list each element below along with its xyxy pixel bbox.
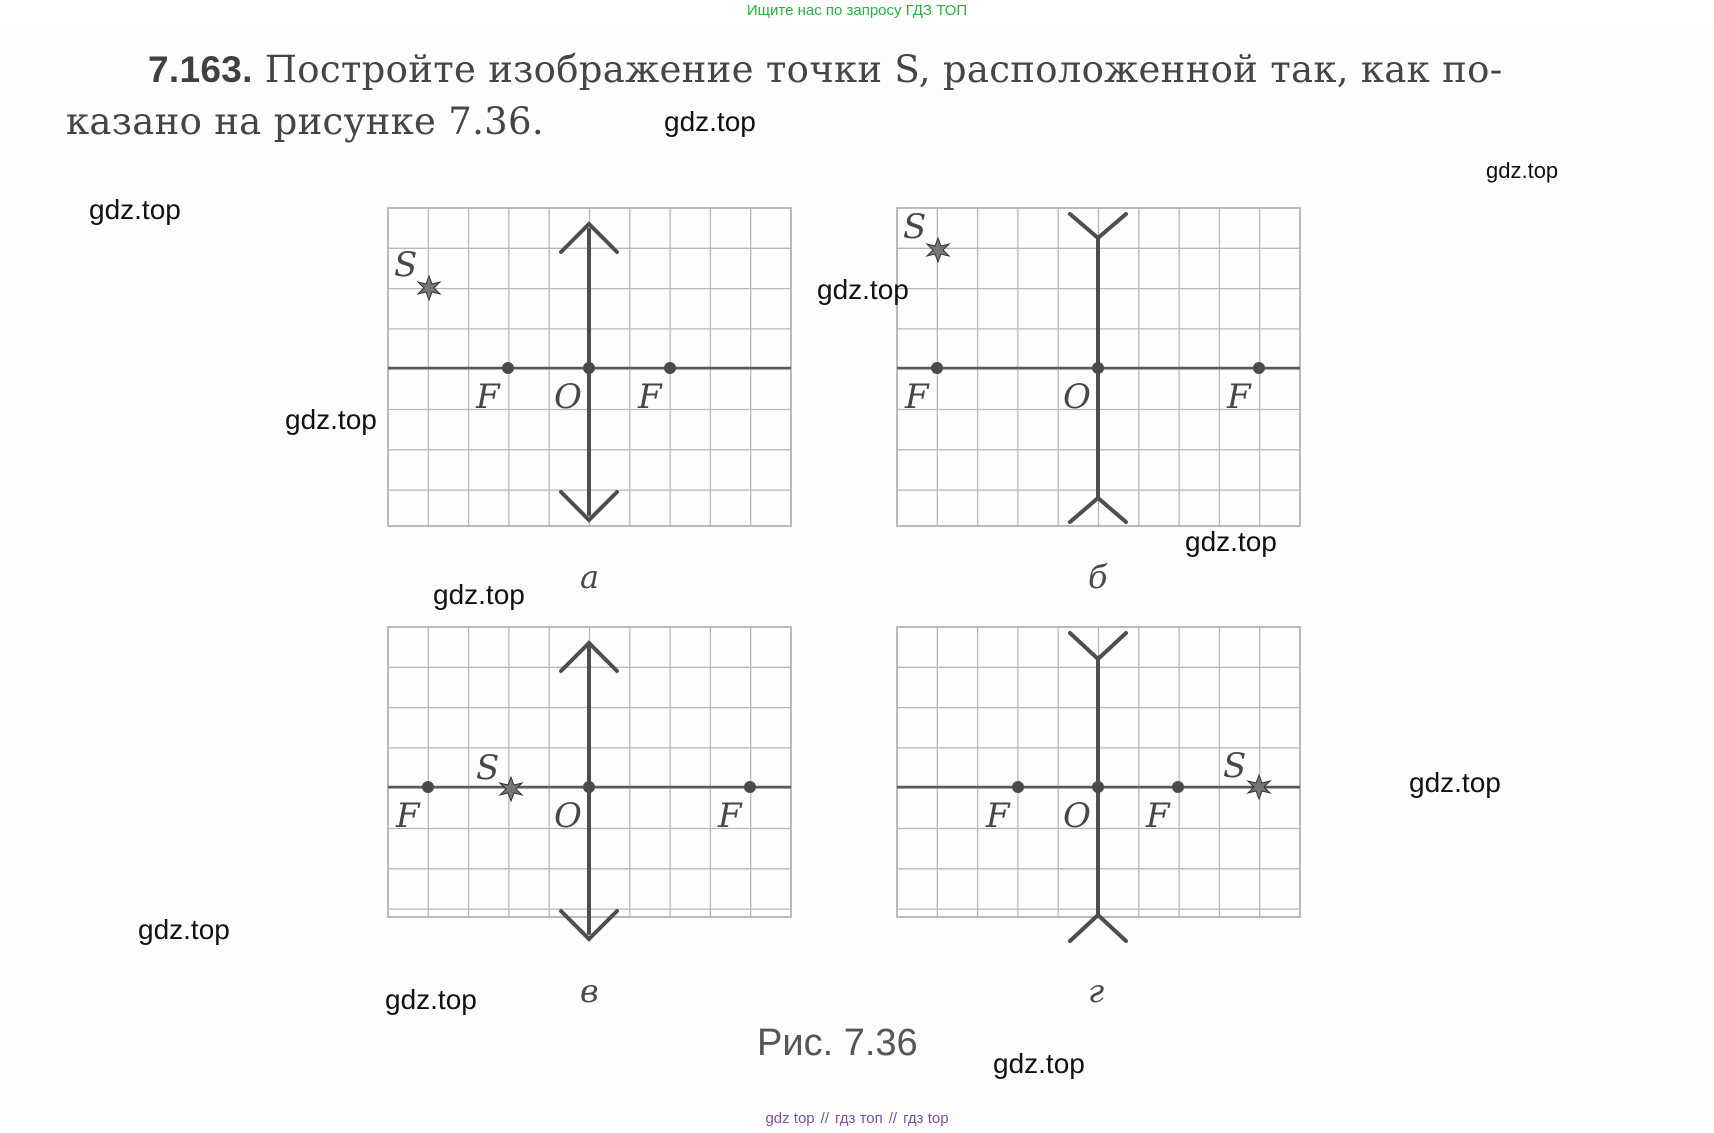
- focus-label-right: F: [638, 377, 662, 417]
- link-separator: //: [888, 1110, 898, 1127]
- focus-point-right: [664, 362, 676, 374]
- figure-g-label: г: [1088, 972, 1105, 1010]
- center-label: O: [554, 796, 582, 836]
- point-s-label: S: [394, 245, 418, 285]
- search-banner[interactable]: Ищите нас по запросу ГДЗ ТОП: [746, 2, 968, 19]
- focus-label-left: F: [476, 377, 500, 417]
- bleed-through-texture: [1600, 420, 1610, 430]
- focus-label-right: F: [1227, 377, 1251, 417]
- problem-text-line1: Постройте изображение точки S, расположенной так, как по-: [264, 48, 1503, 91]
- link-gdz-top[interactable]: gdz top: [765, 1110, 815, 1127]
- figure-caption: Рис. 7.36: [757, 1022, 918, 1064]
- problem-statement: [66, 44, 1626, 148]
- watermark: gdz.top: [138, 914, 230, 945]
- focus-label-right: F: [718, 796, 742, 836]
- watermark: gdz.top: [385, 984, 477, 1015]
- watermark: gdz.top: [1486, 158, 1559, 183]
- source-star: [927, 238, 949, 262]
- watermark: gdz.top: [817, 274, 909, 305]
- focus-point-right: [744, 781, 756, 793]
- focus-label-left: F: [986, 796, 1010, 836]
- watermark: gdz.top: [1185, 526, 1277, 557]
- page-scan: [0, 26, 1714, 1120]
- watermark: gdz.top: [89, 194, 181, 225]
- focus-point-left: [422, 781, 434, 793]
- optical-center: [1092, 781, 1104, 793]
- figure-b-label: б: [1088, 558, 1108, 596]
- focus-point-right: [1253, 362, 1265, 374]
- optical-center: [1092, 362, 1104, 374]
- center-label: O: [1063, 796, 1091, 836]
- focus-label-left: F: [396, 796, 420, 836]
- focus-label-left: F: [905, 377, 929, 417]
- watermark: gdz.top: [433, 579, 525, 610]
- figure-a: [388, 208, 793, 528]
- point-s-label: S: [903, 207, 927, 247]
- figure-b: [897, 208, 1302, 528]
- focus-point-left: [931, 362, 943, 374]
- figure-g: [897, 627, 1302, 947]
- source-star: [500, 777, 522, 801]
- focus-point-right: [1172, 781, 1184, 793]
- focus-point-left: [1012, 781, 1024, 793]
- figure-v-label: в: [580, 972, 599, 1010]
- optical-center: [583, 781, 595, 793]
- link-gdz-top-ru[interactable]: гдз топ: [835, 1110, 883, 1127]
- point-s-label: S: [476, 748, 500, 788]
- optical-center: [583, 362, 595, 374]
- watermark: gdz.top: [285, 404, 377, 435]
- center-label: O: [1063, 377, 1091, 417]
- watermark: gdz.top: [993, 1048, 1085, 1079]
- link-gdz-top-mixed[interactable]: гдз top: [903, 1110, 949, 1127]
- bottom-links: [0, 1108, 1714, 1130]
- watermark: gdz.top: [1409, 767, 1501, 798]
- problem-number: 7.163.: [148, 49, 253, 90]
- figure-v: [388, 627, 793, 947]
- watermark: gdz.top: [664, 106, 756, 137]
- focus-label-right: F: [1146, 796, 1170, 836]
- focus-point-left: [502, 362, 514, 374]
- center-label: O: [554, 377, 582, 417]
- point-s-label: S: [1223, 746, 1247, 786]
- figure-a-label: а: [580, 558, 600, 596]
- link-separator: //: [820, 1110, 829, 1127]
- problem-text-line2: казано на рисунке 7.36.: [66, 100, 544, 143]
